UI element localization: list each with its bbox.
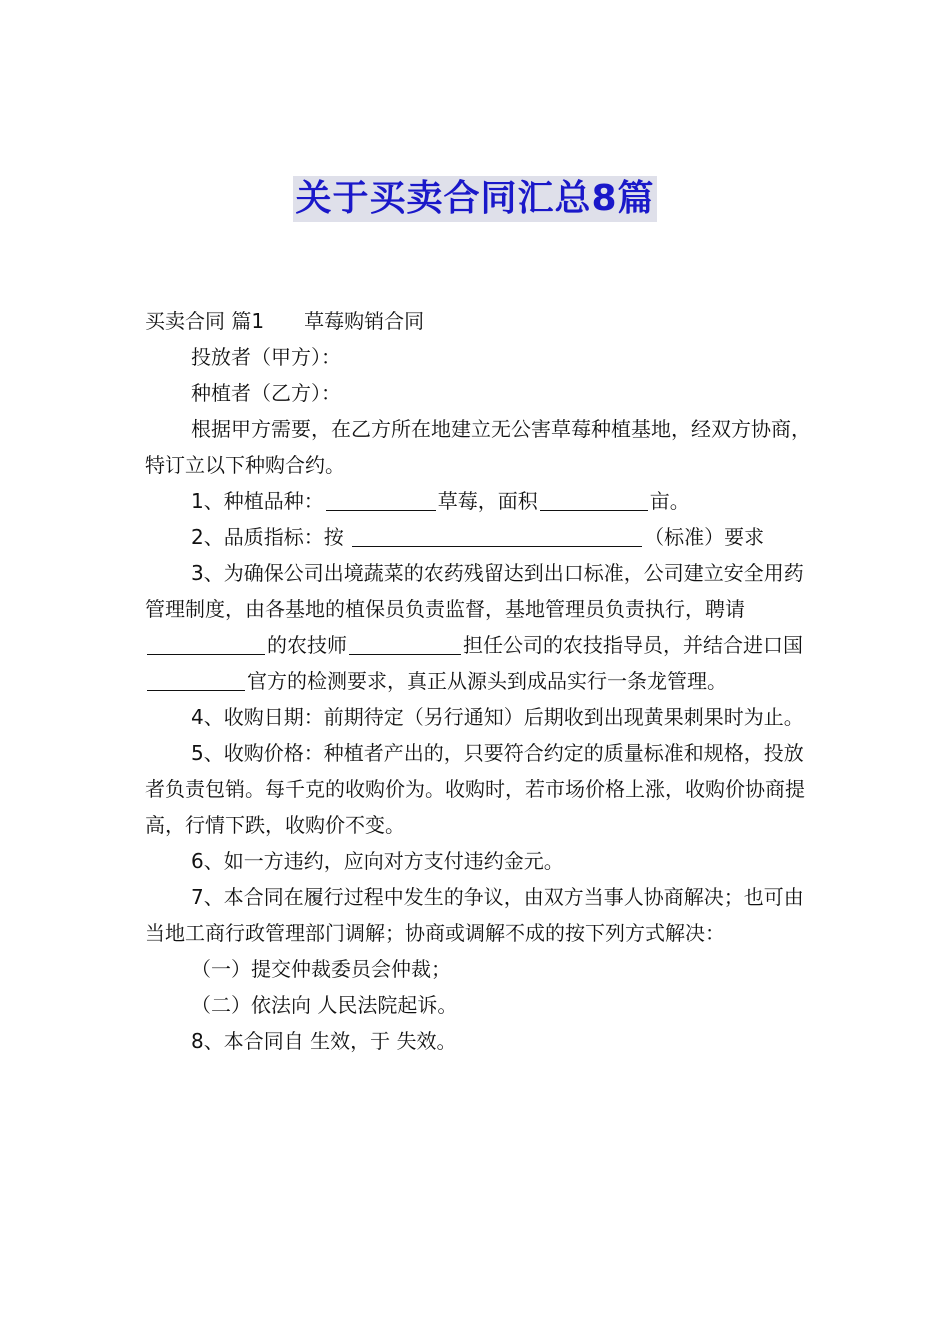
item-2	[145, 519, 815, 555]
document-body	[145, 303, 815, 1059]
contract-name: 草莓购销合同	[304, 309, 425, 333]
item-2-end: （标准）要求	[644, 525, 765, 549]
blank-area	[540, 488, 648, 511]
blank-variety	[326, 488, 436, 511]
item-3-text-c: 担任公司的农技指导员，并结合进口国	[463, 633, 803, 657]
document-title: 关于买卖合同汇总8篇	[293, 176, 656, 222]
item-8: 8、本合同自 生效，于 失效。	[191, 1029, 457, 1053]
blank-technician	[349, 632, 461, 655]
contract-heading-line	[145, 303, 815, 339]
item-2-label: 2、品质指标：按	[191, 525, 351, 549]
item-3-text-a: 3、为确保公司出境蔬菜的农药残留达到出口标准，公司建立安全用药管理制度，由各基地的植保员负责监督，基地管理员负责执行，聘请	[145, 561, 804, 621]
item-7: 7、本合同在履行过程中发生的争议，由双方当事人协商解决；也可由当地工商行政管理部门调解；协商或调解不成的按下列方式解决：	[145, 885, 804, 945]
item-5: 5、收购价格：种植者产出的，只要符合约定的质量标准和规格，投放者负责包销。每千克的收购价为。收购时，若市场价格上涨，收购价协商提高，行情下跌，收购价不变。	[145, 741, 805, 837]
item-3	[145, 555, 815, 699]
item-7-sub-1: （一）提交仲裁委员会仲裁；	[191, 957, 451, 981]
item-1-end: 亩。	[649, 489, 690, 513]
title-block	[0, 176, 950, 222]
party-b-line: 种植者（乙方）：	[191, 381, 341, 405]
party-a-line: 投放者（甲方）：	[191, 345, 341, 369]
blank-country	[147, 668, 245, 691]
item-3-text-b: 的农技师	[267, 633, 347, 657]
item-1-label: 1、种植品种：	[191, 489, 324, 513]
item-1-mid: 草莓，面积	[437, 489, 538, 513]
contract-number: 买卖合同 篇1	[145, 309, 265, 333]
item-4: 4、收购日期：前期待定（另行通知）后期收到出现黄果刺果时为止。	[191, 705, 804, 729]
item-1	[145, 483, 815, 519]
item-6: 6、如一方违约，应向对方支付违约金元。	[191, 849, 564, 873]
blank-standard	[352, 524, 642, 547]
item-3-text-d: 官方的检测要求，真正从源头到成品实行一条龙管理。	[247, 669, 727, 693]
blank-hired-from	[147, 632, 265, 655]
intro-paragraph: 根据甲方需要，在乙方所在地建立无公害草莓种植基地，经双方协商，特订立以下种购合约。	[145, 417, 811, 477]
item-7-sub-2: （二）依法向 人民法院起诉。	[191, 993, 458, 1017]
